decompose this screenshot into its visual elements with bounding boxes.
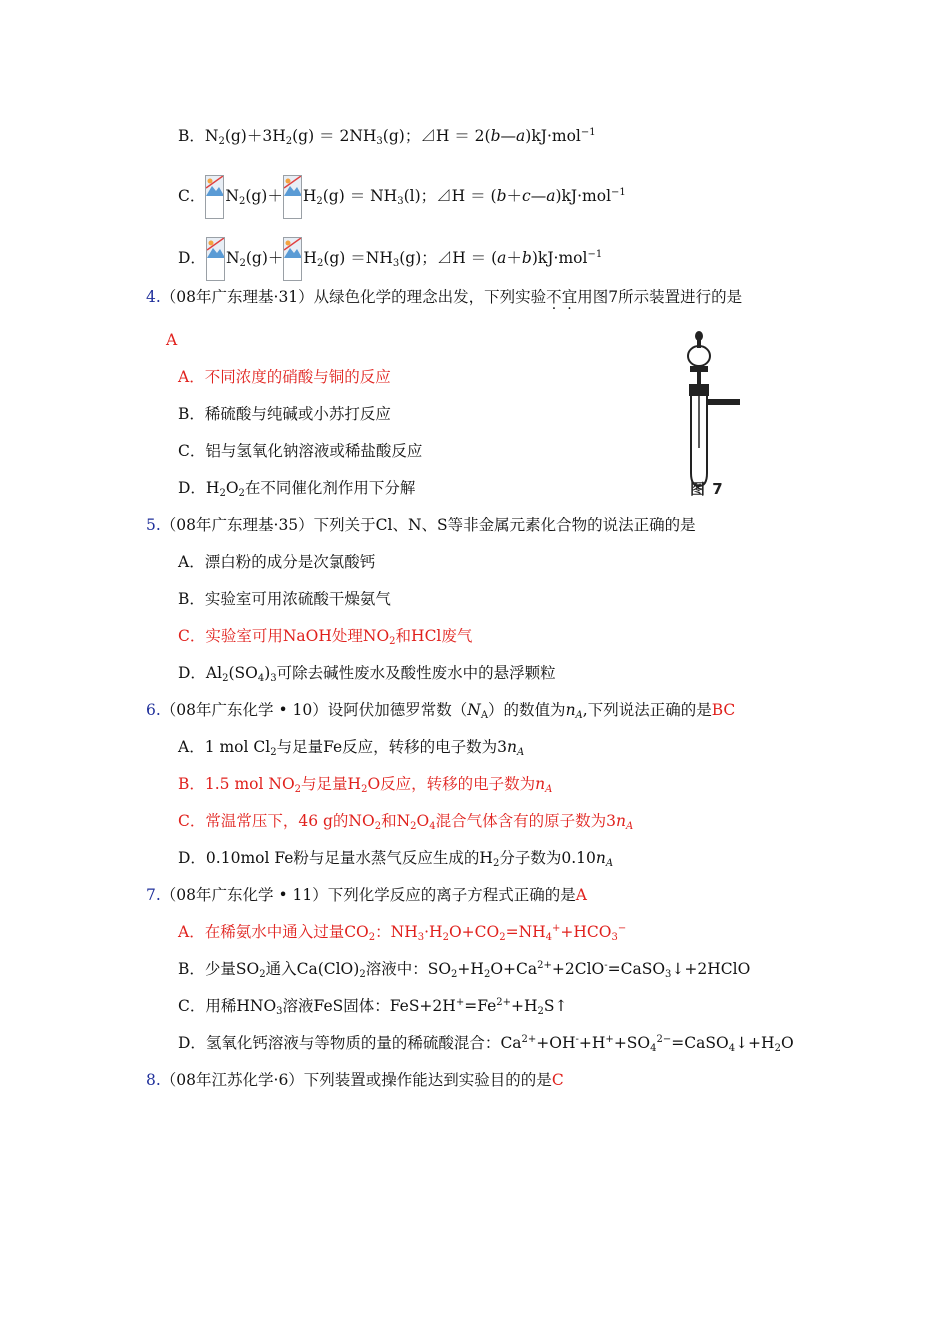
- q4-option-d: D．$H_2O_2$在不同催化剂作用下分解: [178, 479, 416, 499]
- broken-image-icon: [283, 175, 302, 219]
- q5-option-c: C．实验室可用NaOH处理$NO_2$和HCl废气: [178, 627, 473, 647]
- q3-option-b: B．$N_2(g)+3H_2(g) = 2NH_3(g)$；⊿H ＝ 2(b—a)kJ·mol$^{-1}$: [178, 127, 596, 147]
- broken-image-icon: [205, 175, 224, 219]
- q3-option-c: C． $N_2(g)+$ $H_2(g) = NH_3(l)$；⊿H ＝ (b＋c—a)kJ·mol$^{-1}$: [178, 175, 626, 219]
- q8-stem: 8.（08年江苏化学·6）下列装置或操作能达到实验目的的是C: [146, 1071, 564, 1089]
- q7-stem: 7.（08年广东化学 • 11）下列化学反应的离子方程式正确的是A: [146, 886, 587, 904]
- q6-option-a: A．1 mol $Cl_2$与足量Fe反应，转移的电子数为$3n_A$: [178, 738, 525, 758]
- q4-stem: 4.（08年广东理基·31）从绿色化学的理念出发，下列实验不宜用图7所示装置进行的是: [146, 288, 743, 306]
- q4-option-a: A．不同浓度的硝酸与铜的反应: [178, 368, 391, 386]
- q6-option-c: C．常温常压下，46 g的$NO_2$和$N_2O_4$混合气体含有的原子数为$3n_A$: [178, 812, 634, 832]
- q4-option-b: B．稀硫酸与纯碱或小苏打反应: [178, 405, 391, 423]
- broken-image-icon: [283, 237, 302, 281]
- q6-option-d: D．0.10mol Fe粉与足量水蒸气反应生成的$H_2$分子数为$0.10n_A$: [178, 849, 614, 869]
- q7-option-a: A．在稀氨水中通入过量$CO_2$：$NH_3\cdot H_2O+CO_2=NH_4^++HCO_3^-$: [178, 923, 627, 943]
- q5-stem: 5.（08年广东理基·35）下列关于Cl、N、S等非金属元素化合物的说法正确的是: [146, 516, 696, 534]
- q5-option-a: A．漂白粉的成分是次氯酸钙: [178, 553, 376, 571]
- broken-image-icon: [206, 237, 225, 281]
- q6-stem: 6.（08年广东化学 • 10）设阿伏加德罗常数$(N_A)$的数值为$n_A$,下列说法正确的是BC: [146, 701, 736, 721]
- figure-caption: 图 7: [690, 480, 724, 498]
- apparatus-figure: [668, 328, 748, 503]
- q6-option-b: B．1.5 mol $NO_2$与足量$H_2O$反应，转移的电子数为$n_A$: [178, 775, 553, 795]
- q7-option-d: D．氢氧化钙溶液与等物质的量的稀硫酸混合：$Ca^{2+}+OH^-+H^++SO_4^{2-}=CaSO_4↓+H_2O$: [178, 1034, 794, 1054]
- q5-option-d: D．$Al_2(SO_4)_3$可除去碱性废水及酸性废水中的悬浮颗粒: [178, 664, 556, 684]
- q4-answer: A: [166, 331, 178, 349]
- q4-option-c: C．铝与氢氧化钠溶液或稀盐酸反应: [178, 442, 423, 460]
- q3-option-d: D． $N_2(g)+$ $H_2(g) =NH_3(g)$；⊿H ＝ (a＋b)kJ·mol$^{-1}$: [178, 237, 602, 281]
- q7-option-c: C．用稀$HNO_3$溶液FeS固体：$FeS+2H^+=Fe^{2+}+H_2S↑$: [178, 997, 568, 1017]
- q5-option-b: B．实验室可用浓硫酸干燥氨气: [178, 590, 391, 608]
- q7-option-b: B．少量$SO_2$通入$Ca(ClO)_2$溶液中：$SO_2+H_2O+Ca^{2+}+2ClO^-=CaSO_3↓+2HClO$: [178, 960, 751, 980]
